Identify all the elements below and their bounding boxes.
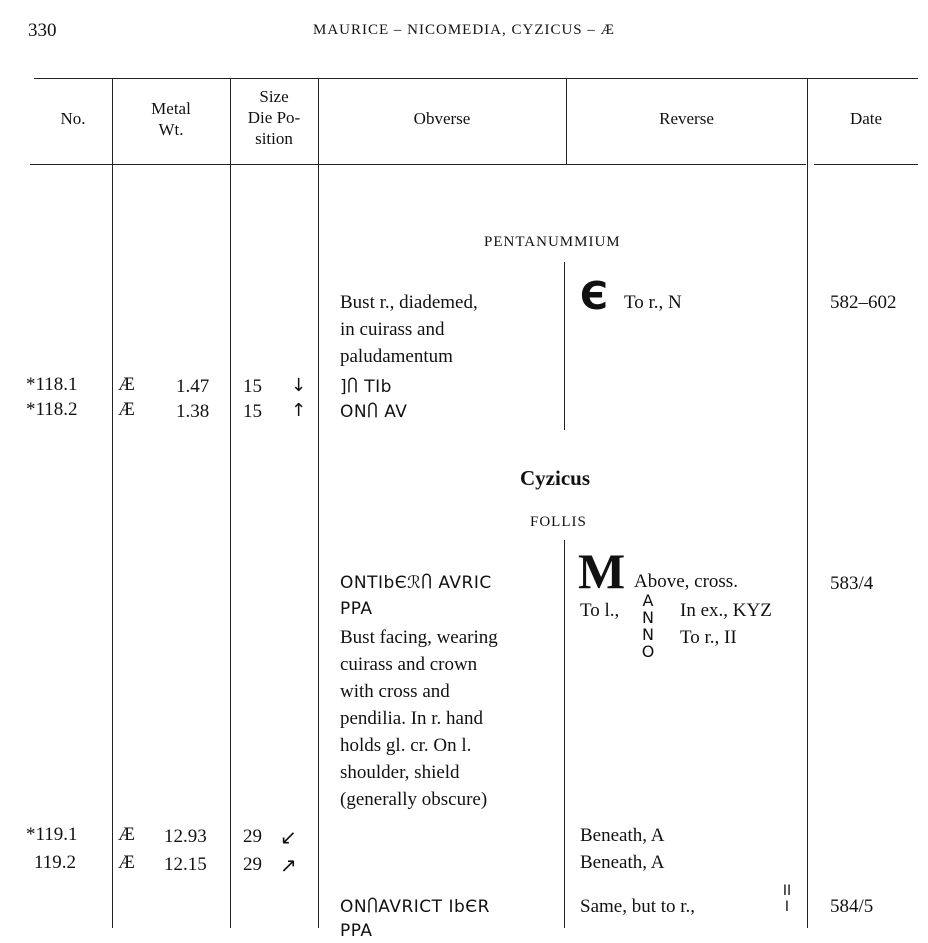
column-divider-no xyxy=(112,78,113,928)
entry-size: 29 xyxy=(243,854,262,875)
obverse-line: cuirass and crown xyxy=(340,654,478,675)
column-divider-reverse xyxy=(807,78,808,928)
obverse-legend-line: PPA xyxy=(340,599,373,619)
entry-metal: Æ xyxy=(118,824,135,845)
header-size-line2: Die Po- xyxy=(247,108,301,127)
anno-letter: A xyxy=(642,591,654,610)
reverse-mark-epsilon: Є xyxy=(580,274,608,318)
denomination-follis: FOLLIS xyxy=(530,514,587,530)
obverse-line: paludamentum xyxy=(340,346,453,367)
die-position-arrow-up-icon: ↑ xyxy=(291,400,307,421)
header-reverse: Reverse xyxy=(659,109,714,128)
entry-metal: Æ xyxy=(118,399,135,420)
reverse-mark-m: M xyxy=(578,543,626,599)
table-top-rule xyxy=(34,78,918,79)
obverse-legend: ONႶ AV xyxy=(340,402,408,422)
reverse-next-mark-bottom: I xyxy=(784,899,790,915)
obverse-line: Bust facing, wearing xyxy=(340,627,498,648)
header-obverse: Obverse xyxy=(413,109,471,128)
obverse-description-pentanummium xyxy=(340,289,478,370)
obverse-line: shoulder, shield xyxy=(340,762,460,783)
die-position-arrow-down-icon: ↓ xyxy=(291,375,307,396)
entry-metal: Æ xyxy=(118,374,135,395)
mint-heading: Cyzicus xyxy=(520,466,590,490)
reverse-anno-vertical xyxy=(641,592,655,660)
entry-weight: 12.93 xyxy=(164,826,207,847)
obverse-line: pendilia. In r. hand xyxy=(340,708,483,729)
obverse-legend: ]Ⴖ TIb xyxy=(340,377,392,397)
obverse-line: with cross and xyxy=(340,681,450,702)
reverse-to-right: To r., II xyxy=(680,627,737,648)
entry-size: 29 xyxy=(243,826,262,847)
obverse-legend-follis xyxy=(340,570,492,622)
date-pentanummium: 582–602 xyxy=(830,292,897,313)
header-size-line1: Size xyxy=(259,87,289,106)
reverse-text-pentanummium: To r., N xyxy=(624,292,682,313)
reverse-next-mark xyxy=(780,883,794,915)
entry-number: *119.1 xyxy=(26,824,78,845)
anno-letter: N xyxy=(642,608,654,627)
obverse-description-follis xyxy=(340,624,498,813)
header-metal-line2: Wt. xyxy=(158,120,184,139)
obverse-line: in cuirass and xyxy=(340,319,445,340)
column-divider-metal xyxy=(230,78,231,928)
obverse-legend-next: ONႶAVRICT IbЄR xyxy=(340,897,490,917)
header-size xyxy=(230,86,318,149)
running-title: MAURICE – NICOMEDIA, CYZICUS – Æ xyxy=(312,22,615,38)
column-divider-obverse-1 xyxy=(564,262,565,430)
reverse-to-left: To l., xyxy=(580,600,620,621)
obverse-line: (generally obscure) xyxy=(340,789,488,810)
header-bottom-rule-date xyxy=(814,164,918,165)
anno-letter: N xyxy=(642,625,654,644)
reverse-next-mark-top: II xyxy=(782,883,792,899)
die-position-arrow-up-right-icon: ↗ xyxy=(280,853,297,877)
entry-size: 15 xyxy=(243,401,262,422)
obverse-line: holds gl. cr. On l. xyxy=(340,735,472,756)
obverse-line: Bust r., diademed, xyxy=(340,292,478,313)
header-no: No. xyxy=(60,109,86,128)
anno-letter: O xyxy=(641,642,655,661)
entry-weight: 1.47 xyxy=(176,376,210,397)
denomination-pentanummium: PENTANUMMIUM xyxy=(484,234,621,250)
date-follis: 583/4 xyxy=(830,573,874,594)
reverse-beneath: Beneath, A xyxy=(580,825,665,846)
entry-weight: 12.15 xyxy=(164,854,207,875)
column-divider-size xyxy=(318,78,319,928)
reverse-above: Above, cross. xyxy=(634,571,738,592)
header-size-line3: sition xyxy=(255,129,293,148)
entry-number: *118.1 xyxy=(26,374,78,395)
reverse-beneath: Beneath, A xyxy=(580,852,665,873)
entry-metal: Æ xyxy=(118,852,135,873)
obverse-legend-next-cut: PPA xyxy=(340,921,373,941)
entry-number: 119.2 xyxy=(34,852,77,873)
header-metal-line1: Metal xyxy=(151,99,191,118)
date-next: 584/5 xyxy=(830,896,874,917)
header-date: Date xyxy=(849,109,883,128)
entry-number: *118.2 xyxy=(26,399,78,420)
die-position-arrow-down-left-icon: ↙ xyxy=(280,825,297,849)
header-bottom-rule xyxy=(30,164,806,165)
reverse-in-exergue: In ex., KYZ xyxy=(680,600,772,621)
header-metal xyxy=(112,98,230,140)
reverse-next: Same, but to r., xyxy=(580,896,696,917)
entry-size: 15 xyxy=(243,376,262,397)
entry-weight: 1.38 xyxy=(176,401,210,422)
column-divider-obverse-2 xyxy=(564,540,565,928)
obverse-legend-line: ONTIbЄℛႶ AVRIC xyxy=(340,573,492,593)
page-number: 330 xyxy=(28,20,57,41)
